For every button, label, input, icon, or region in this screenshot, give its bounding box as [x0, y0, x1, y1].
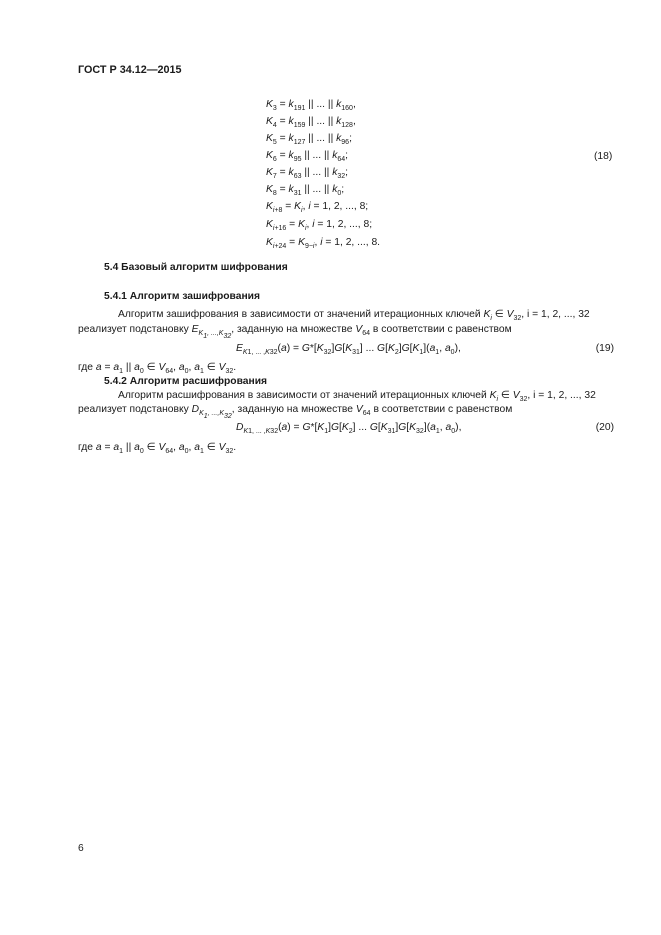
equation-18-line-3: $K_5 = k_{127}$ || ... || $k_{96}$; [266, 133, 352, 146]
equation-18-line-5: $K_7 = k_{63}$ || ... || $k_{32}$; [266, 167, 349, 180]
equation-20-number: (20) [595, 422, 614, 433]
set-symbol: V [355, 404, 363, 415]
section-5-4-2-where: где $a = a_1$ || $a_0$ ∈ $V_{64}$, $a_0$, $a_1$ ∈ $V_{32}$. [78, 442, 237, 455]
section-5-4-title: 5.4 Базовый алгоритм шифрования [104, 262, 288, 273]
paragraph-text-end: в соответствии с равенством [373, 404, 513, 415]
paragraph-text: Алгоритм расшифрования в зависимости от значений итерационных ключей [118, 390, 487, 401]
equation-18-line-9: $K_{i+24} = K_{9-i}$, i = 1, 2, ..., 8. [266, 237, 381, 250]
equation-20: $D_{K1, ... ,K32}(a) = G*[K_1]G[K_2]$ ... $G[K_{31}]G[K_{32}](a_1$, $a_0$), [236, 422, 462, 435]
paragraph-text-tail: , заданную на множестве [231, 324, 353, 335]
equation-18-line-8: $K_{i+16} = K_i$, i = 1, 2, ..., 8; [266, 219, 373, 232]
page-number: 6 [78, 843, 84, 854]
equation-19-number: (19) [595, 343, 614, 354]
equation-18-line-4: $K_6 = k_{95}$ || ... || $k_{64}$; [266, 150, 349, 163]
equation-18-number: (18) [594, 151, 613, 162]
encrypt-symbol: $E_{K_1, ...,K_{32}}$ [191, 324, 232, 340]
set-symbol: V [512, 390, 520, 401]
set-symbol: V [355, 324, 363, 335]
decrypt-symbol: $D_{K_1, ...,K_{32}}$ [191, 404, 232, 420]
section-5-4-1-paragraph-line-2: реализует подстановку $E_{K_1, ...,K_{32}}$, заданную на множестве $V_{64}$ в соответствии с равенством [78, 324, 512, 340]
paragraph-text: реализует подстановку [78, 404, 189, 415]
document-header: ГОСТ Р 34.12—2015 [78, 64, 182, 76]
index-range: , i = 1, 2, ..., 32 [521, 309, 590, 320]
section-5-4-1-where: где $a = a_1$ || $a_0$ ∈ $V_{64}$, $a_0$, $a_1$ ∈ $V_{32}$. [78, 362, 237, 375]
paragraph-text-end: в соответствии с равенством [372, 324, 512, 335]
key-symbol: $K_i$ [483, 309, 492, 322]
equation-18-line-1: $K_3 = k_{191}$ || ... || $k_{160}$, [266, 99, 356, 112]
paragraph-text: реализует подстановку [78, 324, 189, 335]
section-5-4-2-paragraph-line-2: реализует подстановку $D_{K_1, ...,K_{32}}$, заданную на множестве $V_{64}$ в соответствии с равенством [78, 404, 513, 420]
section-5-4-1-paragraph-line-1: Алгоритм зашифрования в зависимости от значений итерационных ключей $K_i$ ∈ $V_{32}$, i = 1, 2, ..., 32 [118, 309, 590, 322]
equation-18-line-6: $K_8 = k_{31}$ || ... || $k_0$; [266, 184, 345, 197]
index-range: , i = 1, 2, ..., 32 [527, 390, 596, 401]
set-symbol: V [506, 309, 514, 320]
where-prefix: где [78, 362, 94, 373]
equation-19: $E_{K1, ... ,K32}(a) = G*[K_{32}]G[K_{31}]$ ... $G[K_2]G[K_1](a_1$, $a_0$), [236, 343, 461, 356]
section-5-4-2-title: 5.4.2 Алгоритм расшифрования [104, 376, 268, 387]
paragraph-text-tail: , заданную на множестве [231, 404, 354, 415]
equation-18-line-7: $K_{i+8} = K_i$, i = 1, 2, ..., 8; [266, 201, 369, 214]
paragraph-text: Алгоритм зашифрования в зависимости от значений итерационных ключей [118, 309, 481, 320]
key-symbol: $K_i$ [489, 390, 499, 403]
where-prefix: где [78, 442, 94, 453]
equation-18-line-2: $K_4 = k_{159}$ || ... || $k_{128}$, [266, 116, 356, 129]
section-5-4-2-paragraph-line-1: Алгоритм расшифрования в зависимости от значений итерационных ключей $K_i$ ∈ $V_{32}$, i = 1, 2, ..., 32 [118, 390, 596, 403]
section-5-4-1-title: 5.4.1 Алгоритм зашифрования [104, 291, 261, 302]
